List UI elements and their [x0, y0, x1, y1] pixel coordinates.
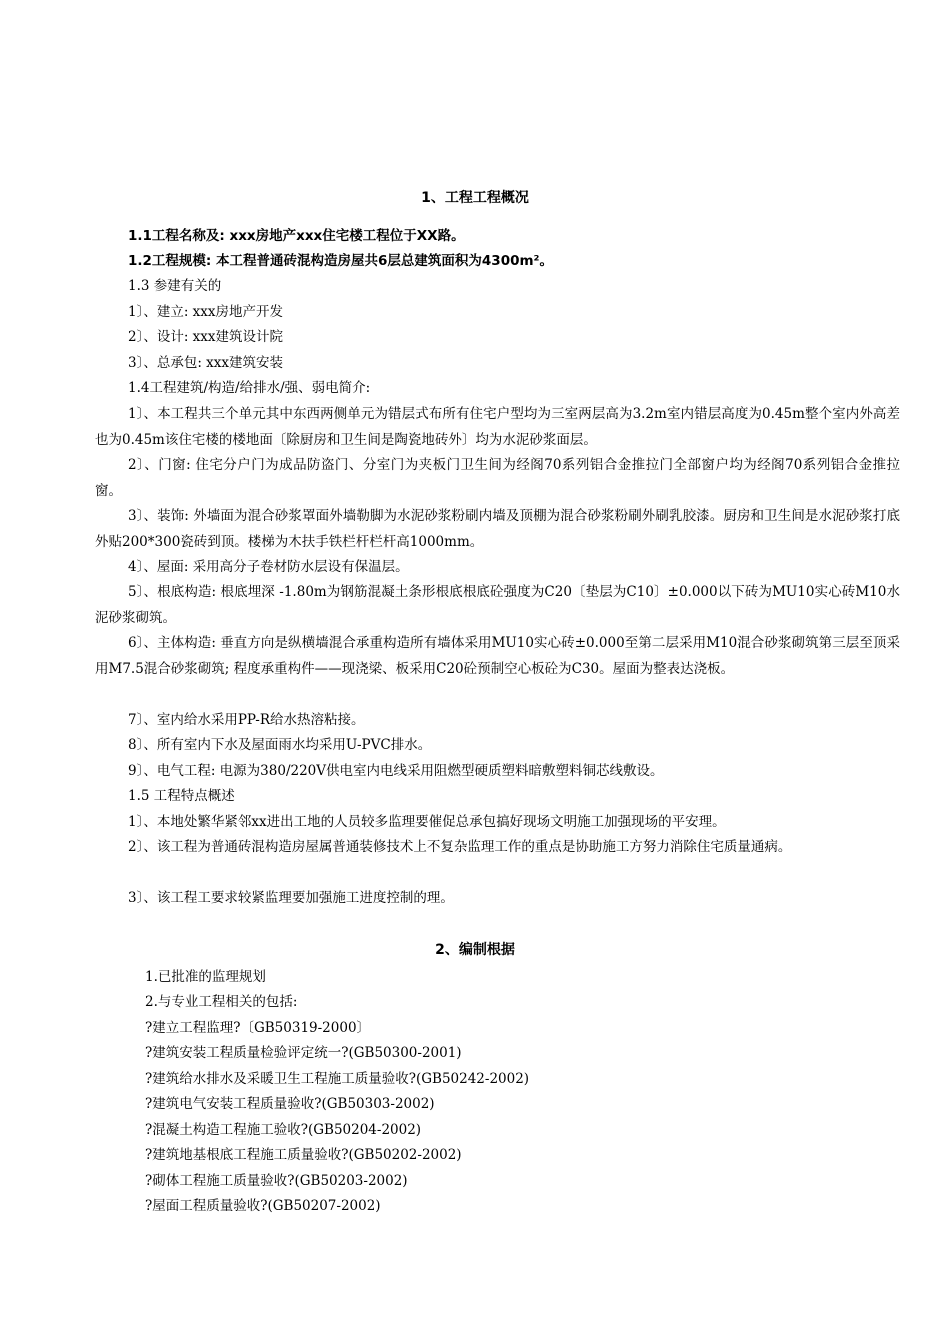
section-1-title: 1、工程工程概况 — [421, 190, 529, 206]
basis-item-2: 2.与专业工程相关的包括: — [145, 994, 298, 1010]
para-1-2: 1.2工程规模: 本工程普通砖混构造房屋共6层总建筑面积为4300m²。 — [128, 253, 553, 269]
para-1-4-1: 1〕、本工程共三个单元其中东西两侧单元为错层式布所有住宅户型均为三室两层高为3.2m室内错层高度为0.45m整个室内外高差也为0.45m该住宅楼的楼地面〔除厨房和卫生间是陶瓷地砖外〕均为水泥砂浆面层。 — [95, 406, 900, 448]
standard-ref: ?建筑给水排水及采暖卫生工程施工质量验收?(GB50242-2002) — [145, 1071, 530, 1087]
para-1-3-3: 3〕、总承包: xxx建筑安装 — [128, 355, 284, 371]
para-1-4-7: 7〕、室内给水采用PP-R给水热溶粘接。 — [128, 712, 365, 728]
para-1-4-5: 5〕、根底构造: 根底埋深 -1.80m为钢筋混凝土条形根底根底砼强度为C20〔垫层为C10〕±0.000以下砖为MU10实心砖M10水泥砂浆砌筑。 — [95, 584, 900, 626]
standard-ref: ?建筑安装工程质量检验评定统一?(GB50300-2001) — [145, 1045, 462, 1061]
para-1-5-3: 3〕、该工程工要求较紧监理要加强施工进度控制的理。 — [128, 890, 454, 906]
para-1-1: 1.1工程名称及: xxx房地产xxx住宅楼工程位于XX路。 — [128, 228, 465, 244]
standard-ref: ?建立工程监理?〔GB50319-2000〕 — [145, 1020, 371, 1036]
standard-ref: ?建筑电气安装工程质量验收?(GB50303-2002) — [145, 1096, 435, 1112]
para-1-5-1: 1〕、本地处繁华紧邻xx进出工地的人员较多监理要催促总承包搞好现场文明施工加强现场的平安理。 — [128, 814, 726, 830]
standard-ref: ?屋面工程质量验收?(GB50207-2002) — [145, 1198, 381, 1214]
para-1-4-8: 8〕、所有室内下水及屋面雨水均采用U-PVC排水。 — [128, 737, 432, 753]
para-1-5-2: 2〕、该工程为普通砖混构造房屋属普通装修技术上不复杂监理工作的重点是协助施工方努力消除住宅质量通病。 — [128, 839, 792, 855]
section-2-title: 2、编制根据 — [435, 942, 515, 958]
para-1-3-2: 2〕、设计: xxx建筑设计院 — [128, 329, 284, 345]
standard-ref: ?建筑地基根底工程施工质量验收?(GB50202-2002) — [145, 1147, 462, 1163]
para-1-3: 1.3 参建有关的 — [128, 278, 222, 294]
para-1-4-4: 4〕、屋面: 采用高分子卷材防水层设有保温层。 — [128, 559, 409, 575]
para-1-4-9: 9〕、电气工程: 电源为380/220V供电室内电线采用阻燃型硬质塑料暗敷塑料铜芯线敷设。 — [128, 763, 664, 779]
basis-item-1: 1.已批准的监理规划 — [145, 969, 266, 985]
para-1-4-6: 6〕、主体构造: 垂直方向是纵横墙混合承重构造所有墙体采用MU10实心砖±0.000至第二层采用M10混合砂浆砌筑第三层至顶采用M7.5混合砂浆砌筑; 程度承重构件——现浇梁、板采用C20砼预制空心板砼为C30。屋面为整表达浇板。 — [95, 635, 900, 677]
standard-ref: ?混凝土构造工程施工验收?(GB50204-2002) — [145, 1122, 422, 1138]
standard-ref: ?砌体工程施工质量验收?(GB50203-2002) — [145, 1173, 408, 1189]
para-1-4: 1.4工程建筑/构造/给排水/强、弱电简介: — [128, 380, 371, 396]
para-1-5: 1.5 工程特点概述 — [128, 788, 235, 804]
para-1-4-2: 2〕、门窗: 住宅分户门为成品防盗门、分室门为夹板门卫生间为经阁70系列铝合金推拉门全部窗户均为经阁70系列铝合金推拉窗。 — [95, 457, 900, 499]
para-1-3-1: 1〕、建立: xxx房地产开发 — [128, 304, 284, 320]
para-1-4-3: 3〕、装饰: 外墙面为混合砂浆罩面外墙勒脚为水泥砂浆粉刷内墙及顶棚为混合砂浆粉刷外刷乳胶漆。厨房和卫生间是水泥砂浆打底外贴200*300瓷砖到顶。楼梯为木扶手铁栏杆栏杆高1000mm。 — [95, 508, 900, 550]
